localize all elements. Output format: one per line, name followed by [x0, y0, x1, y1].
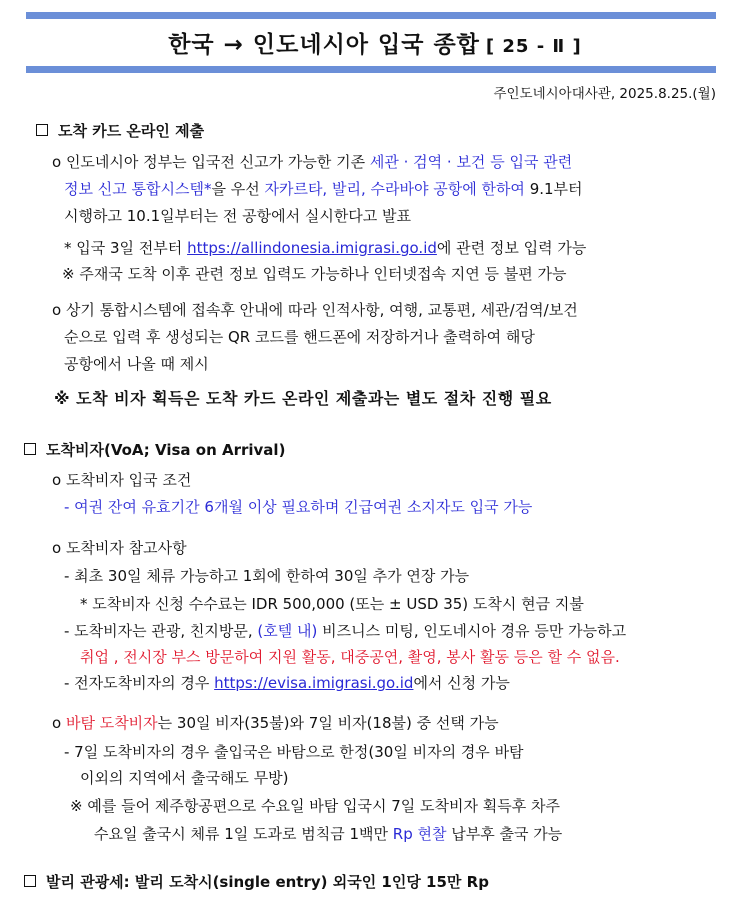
subheading: o 도착비자 입국 조건 [52, 471, 192, 489]
text: 9.1부터 [524, 180, 583, 198]
issuer-date: 주인도네시아대사관, 2025.8.25.(월) [493, 86, 716, 102]
checkbox-icon [24, 443, 36, 455]
paragraph-line [64, 179, 583, 199]
highlight-text: 자카르타, 발리, 수라바야 공항에 한하여 [264, 180, 525, 198]
text: * 입국 3일 전부터 [64, 239, 188, 257]
restriction-line: 취업 , 전시장 부스 방문하여 지원 활동, 대중공연, 촬영, 봉사 활동 등은 할 수 없음. [80, 648, 620, 666]
warning-line: ※ 도착 비자 획득은 도착 카드 온라인 제출과는 별도 절차 진행 필요 [54, 389, 552, 408]
highlight-text: 정보 신고 통합시스템* [64, 180, 212, 198]
checkbox-icon [24, 875, 36, 887]
highlight-text: Rp 현찰 [392, 825, 447, 843]
title-tag: [ 25 - Ⅱ ] [485, 36, 582, 57]
text: 을 우선 [211, 180, 265, 198]
section-heading-bali-tax [24, 872, 489, 892]
subheading [52, 713, 499, 733]
bullet-line [64, 621, 626, 641]
subheading: o 도착비자 참고사항 [52, 539, 187, 557]
bullet-line: 이외의 지역에서 출국해도 무방) [80, 769, 289, 787]
note-line: * 도착비자 신청 수수료는 IDR 500,000 (또는 ± USD 35) 도착시 현금 지불 [80, 595, 584, 613]
note-line [64, 238, 586, 258]
text: 수요일 출국시 체류 1일 도과로 범칙금 1백만 [94, 825, 393, 843]
note-line: ※ 주재국 도착 이후 관련 정보 입력도 가능하나 인터넷접속 지연 등 불편 가능 [62, 265, 567, 283]
top-rule [26, 12, 716, 19]
paragraph-line: 순으로 입력 후 생성되는 QR 코드를 핸드폰에 저장하거나 출력하여 해당 [64, 328, 535, 346]
highlight-text: (호텔 내) [257, 622, 318, 640]
paragraph-line [52, 152, 572, 172]
bullet-line: - 최초 30일 체류 가능하고 1회에 한하여 30일 추가 연장 가능 [64, 567, 470, 585]
highlight-text: 바탐 도착비자 [65, 714, 158, 732]
text: o [52, 714, 66, 732]
condition-line: - 여권 잔여 유효기간 6개월 이상 필요하며 긴급여권 소지자도 입국 가능 [64, 498, 533, 516]
text: 에 관련 정보 입력 가능 [436, 239, 587, 257]
bullet-line: - 7일 도착비자의 경우 출입국은 바탐으로 한정(30일 비자의 경우 바탐 [64, 743, 524, 761]
section-heading-text: 도착 카드 온라인 제출 [58, 122, 205, 140]
section-heading-arrival-card [36, 121, 204, 141]
text: o 인도네시아 정부는 입국전 신고가 가능한 기존 [52, 153, 370, 171]
paragraph-line: 공항에서 나올 때 제시 [64, 355, 209, 373]
allindonesia-link[interactable]: https://allindonesia.imigrasi.go.id [187, 239, 437, 257]
bottom-rule [26, 66, 716, 73]
text: 에서 신청 가능 [413, 674, 510, 692]
page-title [0, 26, 750, 59]
text: - 전자도착비자의 경우 [64, 674, 215, 692]
section-heading-text: 발리 관광세: 발리 도착시(single entry) 외국인 1인당 15만 Rp [46, 873, 489, 891]
highlight-text: 세관 · 검역 · 보건 등 입국 관련 [369, 153, 573, 171]
section-heading-voa [24, 440, 285, 460]
paragraph-line: o 상기 통합시스템에 접속후 안내에 따라 인적사항, 여행, 교통편, 세관/검역/보건 [52, 301, 578, 319]
section-heading-text: 도착비자(VoA; Visa on Arrival) [46, 441, 286, 459]
paragraph-line: 시행하고 10.1일부터는 전 공항에서 실시한다고 발표 [64, 207, 412, 225]
note-line: ※ 예를 들어 제주항공편으로 수요일 바탐 입국시 7일 도착비자 획득후 차주 [70, 797, 561, 815]
note-line [94, 824, 562, 844]
text: 납부후 출국 가능 [446, 825, 563, 843]
bullet-line [64, 673, 510, 693]
checkbox-icon [36, 124, 48, 136]
text: 는 30일 비자(35불)와 7일 비자(18불) 중 선택 가능 [157, 714, 499, 732]
text: 비즈니스 미팅, 인도네시아 경유 등만 가능하고 [317, 622, 627, 640]
text: - 도착비자는 관광, 친지방문, [64, 622, 258, 640]
title-text: 한국 → 인도네시아 입국 종합 [168, 32, 480, 58]
evisa-link[interactable]: https://evisa.imigrasi.go.id [214, 674, 414, 692]
